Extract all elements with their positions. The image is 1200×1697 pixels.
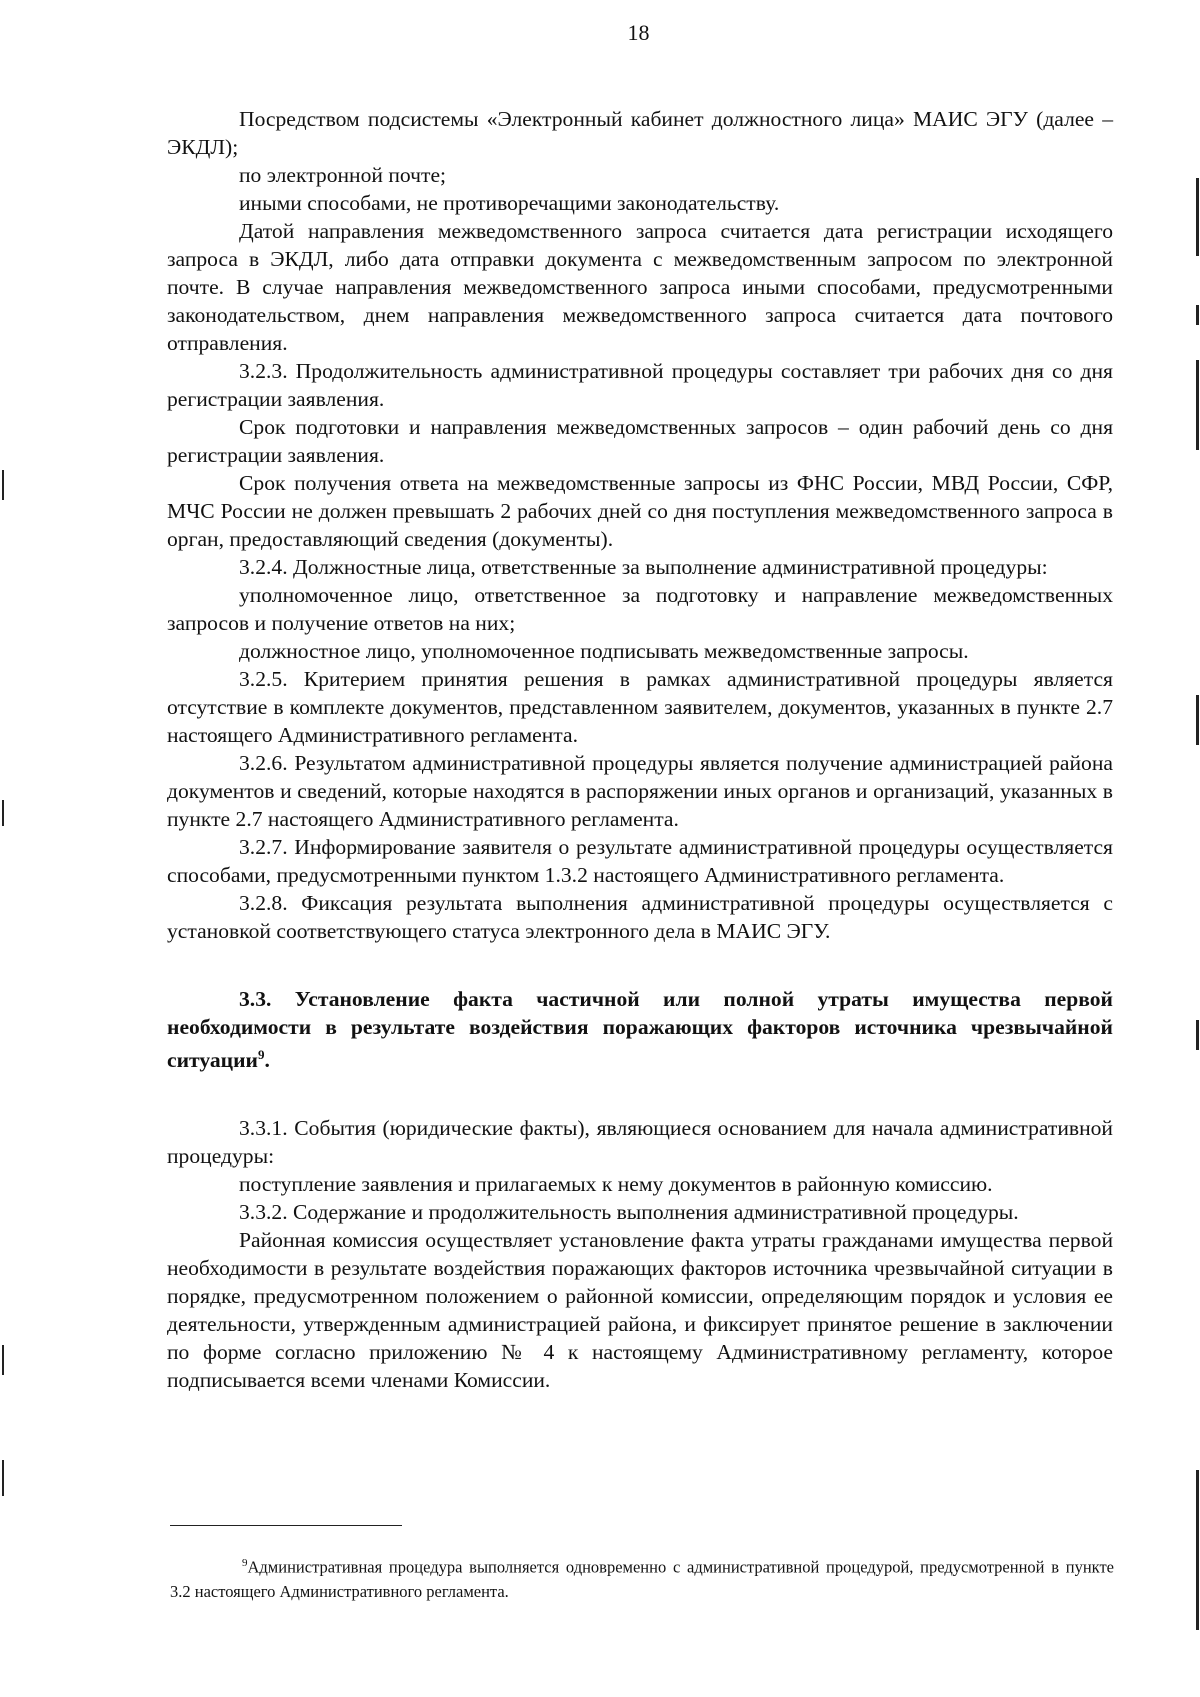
paragraph: 3.3.1. События (юридические факты), являющиеся основанием для начала административной процедуры: (167, 1116, 1113, 1169)
paragraph: уполномоченное лицо, ответственное за подготовку и направление межведомственных запросов и получение ответов на них; (167, 583, 1113, 635)
paragraph: 3.3.2. Содержание и продолжительность выполнения административной процедуры. (239, 1200, 1019, 1225)
paragraph: Посредством подсистемы «Электронный кабинет должностного лица» МАИС ЭГУ (далее – ЭКДЛ); (167, 107, 1113, 159)
section-heading-text: 3.3. Установление факта частичной или полной утраты имущества первой необходимости в результате воздействия поражающих факторов источника чрезвычайной ситуации (167, 987, 1113, 1073)
paragraph: Районная комиссия осуществляет установление факта утраты гражданами имущества первой необходимости в результате воздействия поражающих факторов источника чрезвычайной ситуации в порядке, предусмотренном положением о районной комиссии, определяющим порядок и условия ее деятельности, утвержденным администрацией района, и фиксирует принятое решение в заключении по форме согласно приложению № 4 к настоящему Административному регламенту, которое подписывается всеми членами Комиссии. (167, 1228, 1113, 1393)
paragraph: 3.2.4. Должностные лица, ответственные за выполнение административной процедуры: (239, 555, 1048, 579)
scan-mark (1196, 695, 1199, 745)
footnote-text: Административная процедура выполняется одновременно с административной процедурой, предусмотренной в пункте 3.2 настоящего Административного регламента. (170, 1557, 1114, 1601)
section-heading-end: . (264, 1048, 270, 1073)
paragraph: должностное лицо, уполномоченное подписывать межведомственные запросы. (239, 639, 969, 663)
paragraph: Датой направления межведомственного запроса считается дата регистрации исходящего запроса в ЭКДЛ, либо дата отправки документа с межведомственным запросом по электронной почте. В случае направления межведомственного запроса иными способами, предусмотренными законодательством, днем направления межведомственного запроса считается дата почтового отправления. (167, 219, 1113, 355)
scan-mark (1196, 1020, 1199, 1050)
footnote-marker: 9 (242, 1556, 248, 1569)
scan-mark (2, 1345, 4, 1375)
footnote-separator (170, 1525, 402, 1526)
scan-mark (2, 800, 4, 826)
footnote-reference: 9 (257, 1047, 265, 1062)
paragraph: Срок подготовки и направления межведомственных запросов – один рабочий день со дня регистрации заявления. (167, 415, 1113, 467)
section-heading (167, 985, 1113, 1074)
paragraph: 3.2.6. Результатом административной процедуры является получение администрацией района документов и сведений, которые находятся в распоряжении иных органов и организаций, указанных в пункте 2.7 настоящего Административного регламента. (167, 751, 1113, 831)
paragraph: по электронной почте; (239, 163, 447, 187)
paragraph: поступление заявления и прилагаемых к нему документов в районную комиссию. (239, 1172, 993, 1197)
scan-mark (1196, 360, 1199, 450)
paragraph: 3.2.7. Информирование заявителя о результате административной процедуры осуществляется способами, предусмотренными пунктом 1.3.2 настоящего Административного регламента. (167, 835, 1113, 887)
paragraph: 3.2.5. Критерием принятия решения в рамках административной процедуры является отсутствие в комплекте документов, представленном заявителем, документов, указанных в пункте 2.7 настоящего Административного регламента. (167, 667, 1113, 747)
page-number: 18 (627, 20, 650, 45)
paragraph: 3.2.3. Продолжительность административной процедуры составляет три рабочих дня со дня регистрации заявления. (167, 359, 1113, 411)
scan-mark (2, 1460, 4, 1496)
paragraph: Срок получения ответа на межведомственные запросы из ФНС России, МВД России, СФР, МЧС России не должен превышать 2 рабочих дней со дня поступления межведомственного запроса в орган, предоставляющий сведения (документы). (167, 471, 1113, 551)
document-body (167, 105, 1113, 1394)
paragraph: иными способами, не противоречащими законодательству. (239, 191, 780, 215)
scan-mark (1196, 305, 1199, 325)
scan-mark (1196, 178, 1199, 256)
footnote (170, 1551, 1114, 1605)
scan-mark (1196, 1470, 1199, 1630)
paragraph: 3.2.8. Фиксация результата выполнения административной процедуры осуществляется с установкой соответствующего статуса электронного дела в МАИС ЭГУ. (167, 891, 1113, 943)
scan-mark (2, 470, 4, 500)
